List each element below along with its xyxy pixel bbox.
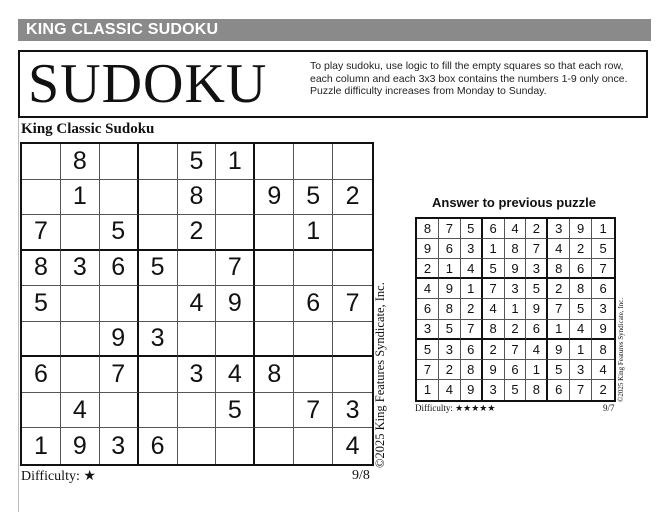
sudoku-cell[interactable]: [100, 144, 139, 180]
section-banner: [18, 19, 651, 41]
answer-cell: 7: [592, 259, 614, 279]
sudoku-cell: 6: [139, 428, 178, 464]
sudoku-cell: 3: [100, 428, 139, 464]
sudoku-cell[interactable]: [255, 428, 294, 464]
sudoku-cell[interactable]: [139, 286, 178, 322]
sudoku-cell[interactable]: [333, 144, 372, 180]
answer-cell: 7: [570, 380, 592, 400]
answer-cell: 3: [548, 219, 570, 239]
answer-cell: 1: [505, 299, 527, 319]
answer-cell: 2: [417, 259, 439, 279]
answer-cell: 5: [548, 360, 570, 380]
sudoku-cell: 1: [61, 180, 100, 216]
sudoku-cell: 6: [294, 286, 333, 322]
column-divider: [18, 118, 19, 512]
puzzle-difficulty: Difficulty: ★: [21, 469, 96, 484]
answer-cell: 9: [548, 340, 570, 360]
answer-cell: 8: [526, 380, 548, 400]
answer-cell: 6: [483, 219, 505, 239]
answer-cell: 8: [570, 279, 592, 299]
answer-cell: 3: [505, 279, 527, 299]
answer-cell: 4: [570, 320, 592, 340]
sudoku-cell: 1: [294, 215, 333, 251]
sudoku-cell[interactable]: [61, 322, 100, 358]
sudoku-cell[interactable]: [139, 215, 178, 251]
answer-cell: 8: [505, 239, 527, 259]
answer-cell: 2: [548, 279, 570, 299]
answer-cell: 9: [570, 219, 592, 239]
sudoku-cell[interactable]: [139, 180, 178, 216]
answer-cell: 4: [483, 299, 505, 319]
sudoku-cell[interactable]: [100, 286, 139, 322]
answer-cell: 5: [417, 340, 439, 360]
answer-title: Answer to previous puzzle: [432, 195, 596, 210]
answer-cell: 7: [461, 320, 483, 340]
sudoku-cell: 1: [22, 428, 61, 464]
answer-difficulty: Difficulty: ★★★★★: [415, 403, 496, 413]
answer-cell: 2: [461, 299, 483, 319]
answer-copyright: ©2025 King Features Syndicate, Inc.: [617, 297, 625, 402]
answer-cell: 4: [505, 219, 527, 239]
sudoku-cell: 4: [61, 393, 100, 429]
sudoku-cell[interactable]: [255, 144, 294, 180]
answer-cell: 6: [505, 360, 527, 380]
answer-cell: 9: [461, 380, 483, 400]
answer-cell: 7: [439, 219, 461, 239]
sudoku-puzzle-grid[interactable]: [20, 142, 374, 466]
sudoku-cell[interactable]: [61, 215, 100, 251]
answer-cell: 2: [526, 219, 548, 239]
answer-cell: 5: [461, 219, 483, 239]
answer-cell: 1: [417, 380, 439, 400]
answer-cell: 1: [483, 239, 505, 259]
sudoku-cell: 5: [139, 251, 178, 287]
sudoku-cell[interactable]: [178, 322, 217, 358]
answer-cell: 1: [548, 320, 570, 340]
answer-cell: 5: [439, 320, 461, 340]
answer-cell: 3: [592, 299, 614, 319]
answer-cell: 9: [592, 320, 614, 340]
sudoku-cell[interactable]: [100, 393, 139, 429]
sudoku-cell: 9: [100, 322, 139, 358]
sudoku-cell: 4: [178, 286, 217, 322]
answer-cell: 7: [417, 360, 439, 380]
sudoku-cell[interactable]: [294, 251, 333, 287]
sudoku-cell: 6: [22, 357, 61, 393]
sudoku-cell: 9: [255, 180, 294, 216]
answer-cell: 4: [461, 259, 483, 279]
answer-cell: 1: [570, 340, 592, 360]
sudoku-cell: 9: [61, 428, 100, 464]
sudoku-cell[interactable]: [139, 357, 178, 393]
sudoku-cell: 9: [216, 286, 255, 322]
sudoku-cell: 1: [216, 144, 255, 180]
answer-cell: 9: [483, 360, 505, 380]
puzzle-date: 9/8: [352, 468, 370, 483]
sudoku-cell[interactable]: [139, 393, 178, 429]
sudoku-cell[interactable]: [216, 180, 255, 216]
sudoku-cell: 7: [333, 286, 372, 322]
sudoku-cell: 7: [216, 251, 255, 287]
sudoku-cell[interactable]: [22, 393, 61, 429]
sudoku-cell[interactable]: [255, 286, 294, 322]
answer-cell: 5: [570, 299, 592, 319]
sudoku-cell[interactable]: [22, 180, 61, 216]
sudoku-cell: 5: [100, 215, 139, 251]
answer-cell: 3: [570, 360, 592, 380]
answer-cell: 5: [592, 239, 614, 259]
sudoku-cell[interactable]: [294, 144, 333, 180]
answer-cell: 5: [483, 259, 505, 279]
sudoku-cell[interactable]: [255, 393, 294, 429]
answer-cell: 4: [548, 239, 570, 259]
sudoku-cell: 8: [61, 144, 100, 180]
sudoku-cell: 4: [216, 357, 255, 393]
answer-cell: 3: [461, 239, 483, 259]
answer-cell: 1: [461, 279, 483, 299]
answer-cell: 6: [570, 259, 592, 279]
answer-cell: 5: [526, 279, 548, 299]
answer-cell: 7: [526, 239, 548, 259]
answer-cell: 8: [548, 259, 570, 279]
sudoku-cell: 6: [100, 251, 139, 287]
answer-cell: 1: [526, 360, 548, 380]
answer-cell: 8: [483, 320, 505, 340]
sudoku-cell[interactable]: [333, 357, 372, 393]
sudoku-cell[interactable]: [178, 393, 217, 429]
sudoku-cell: 2: [333, 180, 372, 216]
sudoku-cell[interactable]: [294, 357, 333, 393]
answer-cell: 2: [570, 239, 592, 259]
answer-cell: 6: [417, 299, 439, 319]
sudoku-cell[interactable]: [333, 322, 372, 358]
sudoku-cell: 8: [178, 180, 217, 216]
banner-title: KING CLASSIC SUDOKU: [26, 21, 219, 38]
sudoku-cell: 5: [216, 393, 255, 429]
answer-cell: 4: [526, 340, 548, 360]
answer-cell: 8: [461, 360, 483, 380]
sudoku-cell[interactable]: [255, 215, 294, 251]
puzzle-copyright: ©2025 King Features Syndicate, Inc.: [373, 282, 387, 468]
header-box: [18, 50, 648, 118]
sudoku-cell: 2: [178, 215, 217, 251]
answer-cell: 8: [592, 340, 614, 360]
answer-cell: 9: [526, 299, 548, 319]
answer-cell: 9: [439, 279, 461, 299]
sudoku-cell: 3: [333, 393, 372, 429]
sudoku-cell: 5: [22, 286, 61, 322]
answer-cell: 8: [417, 219, 439, 239]
answer-cell: 9: [505, 259, 527, 279]
answer-cell: 7: [505, 340, 527, 360]
answer-cell: 7: [548, 299, 570, 319]
puzzle-label: King Classic Sudoku: [21, 121, 155, 137]
answer-cell: 2: [505, 320, 527, 340]
answer-cell: 2: [439, 360, 461, 380]
sudoku-cell: 4: [345, 431, 360, 460]
sudoku-cell: 3: [178, 357, 217, 393]
answer-cell: 6: [592, 279, 614, 299]
answer-cell: 6: [461, 340, 483, 360]
answer-cell: 5: [505, 380, 527, 400]
sudoku-cell: 8: [255, 357, 294, 393]
sudoku-cell: 5: [294, 180, 333, 216]
sudoku-cell[interactable]: [216, 215, 255, 251]
answer-cell: 6: [439, 239, 461, 259]
answer-cell: 6: [548, 380, 570, 400]
answer-cell: 1: [592, 219, 614, 239]
answer-cell: 3: [439, 340, 461, 360]
sudoku-cell[interactable]: [22, 144, 61, 180]
answer-grid: [415, 217, 616, 402]
sudoku-cell[interactable]: [333, 215, 372, 251]
sudoku-cell[interactable]: [255, 251, 294, 287]
sudoku-cell[interactable]: [294, 428, 333, 464]
answer-cell: 8: [439, 299, 461, 319]
sudoku-cell: 7: [100, 357, 139, 393]
answer-cell: 3: [417, 320, 439, 340]
sudoku-cell[interactable]: [139, 144, 178, 180]
instructions-text: To play sudoku, use logic to fill the empty squares so that each row, each column and each 3x3 box contains the numbers 1-9 only once. Puzzle difficulty increases from Monday to Sunday.: [310, 60, 628, 97]
answer-cell: 2: [483, 340, 505, 360]
sudoku-cell[interactable]: [22, 322, 61, 358]
sudoku-cell[interactable]: [216, 428, 255, 464]
sudoku-cell[interactable]: [255, 322, 294, 358]
sudoku-cell[interactable]: [178, 428, 217, 464]
sudoku-cell[interactable]: [294, 322, 333, 358]
sudoku-cell: 3: [139, 322, 178, 358]
answer-cell: 2: [599, 382, 607, 398]
page-title: SUDOKU: [28, 53, 268, 115]
sudoku-cell: 5: [178, 144, 217, 180]
sudoku-cell: 8: [22, 251, 61, 287]
sudoku-cell[interactable]: [216, 322, 255, 358]
answer-cell: 3: [483, 380, 505, 400]
answer-cell: 4: [439, 380, 461, 400]
sudoku-cell[interactable]: [100, 180, 139, 216]
answer-cell: 3: [526, 259, 548, 279]
sudoku-cell[interactable]: [333, 251, 372, 287]
answer-cell: 7: [483, 279, 505, 299]
answer-cell: 1: [439, 259, 461, 279]
sudoku-cell: 7: [22, 215, 61, 251]
answer-cell: 6: [526, 320, 548, 340]
answer-cell: 4: [417, 279, 439, 299]
answer-date: 9/7: [603, 403, 615, 413]
answer-cell: 4: [592, 360, 614, 380]
sudoku-cell: 7: [294, 393, 333, 429]
sudoku-cell[interactable]: [178, 251, 217, 287]
sudoku-cell[interactable]: [61, 286, 100, 322]
sudoku-cell: 3: [61, 251, 100, 287]
sudoku-cell[interactable]: [61, 357, 100, 393]
answer-cell: 9: [417, 239, 439, 259]
